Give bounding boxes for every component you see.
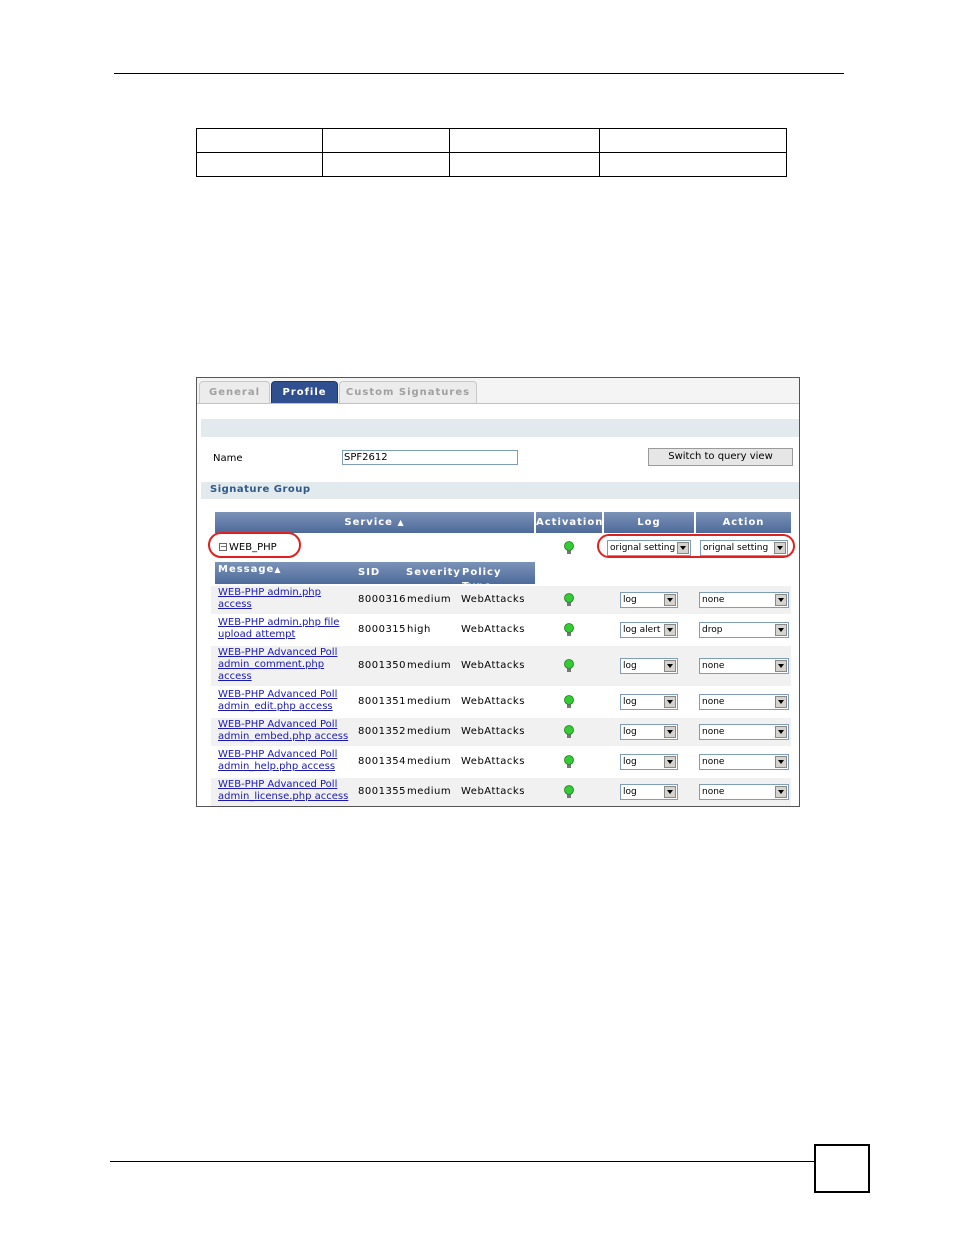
log-select-value: log [623,727,637,737]
table-cell [450,129,600,153]
log-select[interactable] [620,658,678,674]
message-line: WEB-PHP Advanced Poll [218,749,338,760]
action-select[interactable] [699,592,789,608]
signature-message-link[interactable] [218,587,321,611]
action-select[interactable] [699,784,789,800]
tab-profile[interactable]: Profile [271,381,338,403]
table-cell [323,129,450,153]
name-input[interactable] [342,450,518,465]
sid-cell: 8001351 [358,696,407,707]
service-name: WEB_PHP [229,542,277,553]
message-line: admin_edit.php access [218,701,333,712]
table-cell [600,153,787,177]
message-line: upload attempt [218,629,296,640]
severity-cell: medium [407,726,452,737]
service-log-value: orignal setting [610,543,676,553]
message-line: WEB-PHP Advanced Poll [218,647,338,658]
log-select[interactable] [620,724,678,740]
action-select-value: none [702,727,725,737]
signature-message-link[interactable] [218,647,337,683]
severity-cell: medium [407,786,452,797]
sid-cell: 8001354 [358,756,407,767]
message-line: WEB-PHP admin.php [218,587,321,598]
table-cell [197,153,323,177]
chevron-down-icon [664,660,676,672]
signature-message-link[interactable] [218,749,337,773]
message-line: WEB-PHP Advanced Poll [218,779,338,790]
log-select-value: log alert [623,625,661,635]
action-select-value: none [702,757,725,767]
activation-bulb-icon[interactable] [564,659,574,673]
action-select[interactable] [699,694,789,710]
message-line: admin_help.php access [218,761,336,772]
idp-profile-window [196,377,800,807]
log-select[interactable] [620,694,678,710]
action-select[interactable] [699,724,789,740]
chevron-down-icon [775,624,787,636]
activation-bulb-icon[interactable] [564,695,574,709]
chevron-down-icon [664,726,676,738]
message-line: admin_license.php access [218,791,349,802]
activation-bulb-icon[interactable] [564,785,574,799]
activation-bulb-icon[interactable] [564,593,574,607]
severity-cell: medium [407,696,452,707]
signature-message-link[interactable] [218,617,339,641]
sid-cell: 8000315 [358,624,407,635]
severity-header: Severity [406,567,461,578]
highlight-ellipse-log-action [597,534,795,558]
action-select[interactable] [699,754,789,770]
column-header-activation: Activation [536,512,602,533]
severity-cell: high [407,624,431,635]
chevron-down-icon [664,786,676,798]
message-line: WEB-PHP Advanced Poll [218,719,338,730]
chevron-down-icon [664,624,676,636]
section-band [201,419,799,437]
signature-group-title: Signature Group [210,484,311,495]
policy-type-cell: WebAttacks [461,786,525,797]
page-number-box [814,1144,870,1193]
chevron-down-icon [775,594,787,606]
name-label: Name [213,453,243,464]
policy-type-cell: WebAttacks [461,696,525,707]
policy-type-cell: WebAttacks [461,660,525,671]
severity-cell: medium [407,660,452,671]
log-select[interactable] [620,592,678,608]
sort-ascending-icon: ▲ [274,565,282,574]
highlight-ellipse-service [208,532,301,558]
action-select-value: none [702,661,725,671]
service-header-label: Service [344,517,393,528]
tab-custom-signatures[interactable]: Custom Signatures [339,381,477,403]
collapse-icon[interactable]: − [220,542,227,551]
sid-cell: 8001352 [358,726,407,737]
log-select-value: log [623,595,637,605]
signature-message-link[interactable] [218,779,348,803]
table-cell [450,153,600,177]
message-line: admin_embed.php access [218,731,349,742]
action-select-value: drop [702,625,723,635]
message-line: WEB-PHP Advanced Poll [218,689,338,700]
policy-type-cell: WebAttacks [461,624,525,635]
tab-general[interactable]: General [199,381,270,403]
activation-bulb-icon[interactable] [564,623,574,637]
sort-ascending-icon: ▲ [397,518,405,527]
log-select[interactable] [620,754,678,770]
severity-cell: medium [407,756,452,767]
chevron-down-icon [664,756,676,768]
signature-message-link[interactable] [218,719,348,743]
action-select[interactable] [699,658,789,674]
log-select[interactable] [620,784,678,800]
column-header-action: Action [696,512,791,533]
message-line: WEB-PHP admin.php file [218,617,340,628]
log-select-value: log [623,757,637,767]
document-table [196,128,787,177]
action-select[interactable] [699,622,789,638]
message-line: access [218,599,252,610]
table-cell [323,153,450,177]
message-line: access [218,671,252,682]
policy-type-cell: WebAttacks [461,756,525,767]
chevron-down-icon [775,756,787,768]
chevron-down-icon [664,594,676,606]
chevron-down-icon [775,726,787,738]
action-select-value: none [702,787,725,797]
sid-cell: 8001350 [358,660,407,671]
activation-bulb-icon[interactable] [564,541,574,555]
sid-cell: 8001355 [358,786,407,797]
page-top-rule [114,73,844,74]
log-select-value: log [623,697,637,707]
log-select[interactable] [620,622,678,638]
service-action-value: orignal setting [703,543,769,553]
message-line: admin_comment.php [218,659,325,670]
message-sort[interactable] [218,563,281,577]
switch-to-query-view-button[interactable]: Switch to query view [648,448,793,466]
log-select-value: log [623,787,637,797]
activation-bulb-icon[interactable] [564,755,574,769]
column-header-log: Log [604,512,694,533]
sid-header: SID [358,567,381,578]
table-cell [600,129,787,153]
activation-bulb-icon[interactable] [564,725,574,739]
message-header-label: Message [218,564,275,575]
column-header-service[interactable] [215,512,534,533]
message-subheader [215,562,535,584]
action-select-value: none [702,697,725,707]
page-bottom-rule [110,1161,814,1162]
chevron-down-icon [775,786,787,798]
signature-message-link[interactable] [218,689,337,713]
policy-type-cell: WebAttacks [461,594,525,605]
sid-cell: 8000316 [358,594,407,605]
policy-type-cell: WebAttacks [461,726,525,737]
chevron-down-icon [775,696,787,708]
chevron-down-icon [664,696,676,708]
chevron-down-icon [775,660,787,672]
table-cell [197,129,323,153]
policy-type-header: Policy [462,567,502,578]
severity-cell: medium [407,594,452,605]
log-select-value: log [623,661,637,671]
action-select-value: none [702,595,725,605]
tab-bar [197,378,799,404]
